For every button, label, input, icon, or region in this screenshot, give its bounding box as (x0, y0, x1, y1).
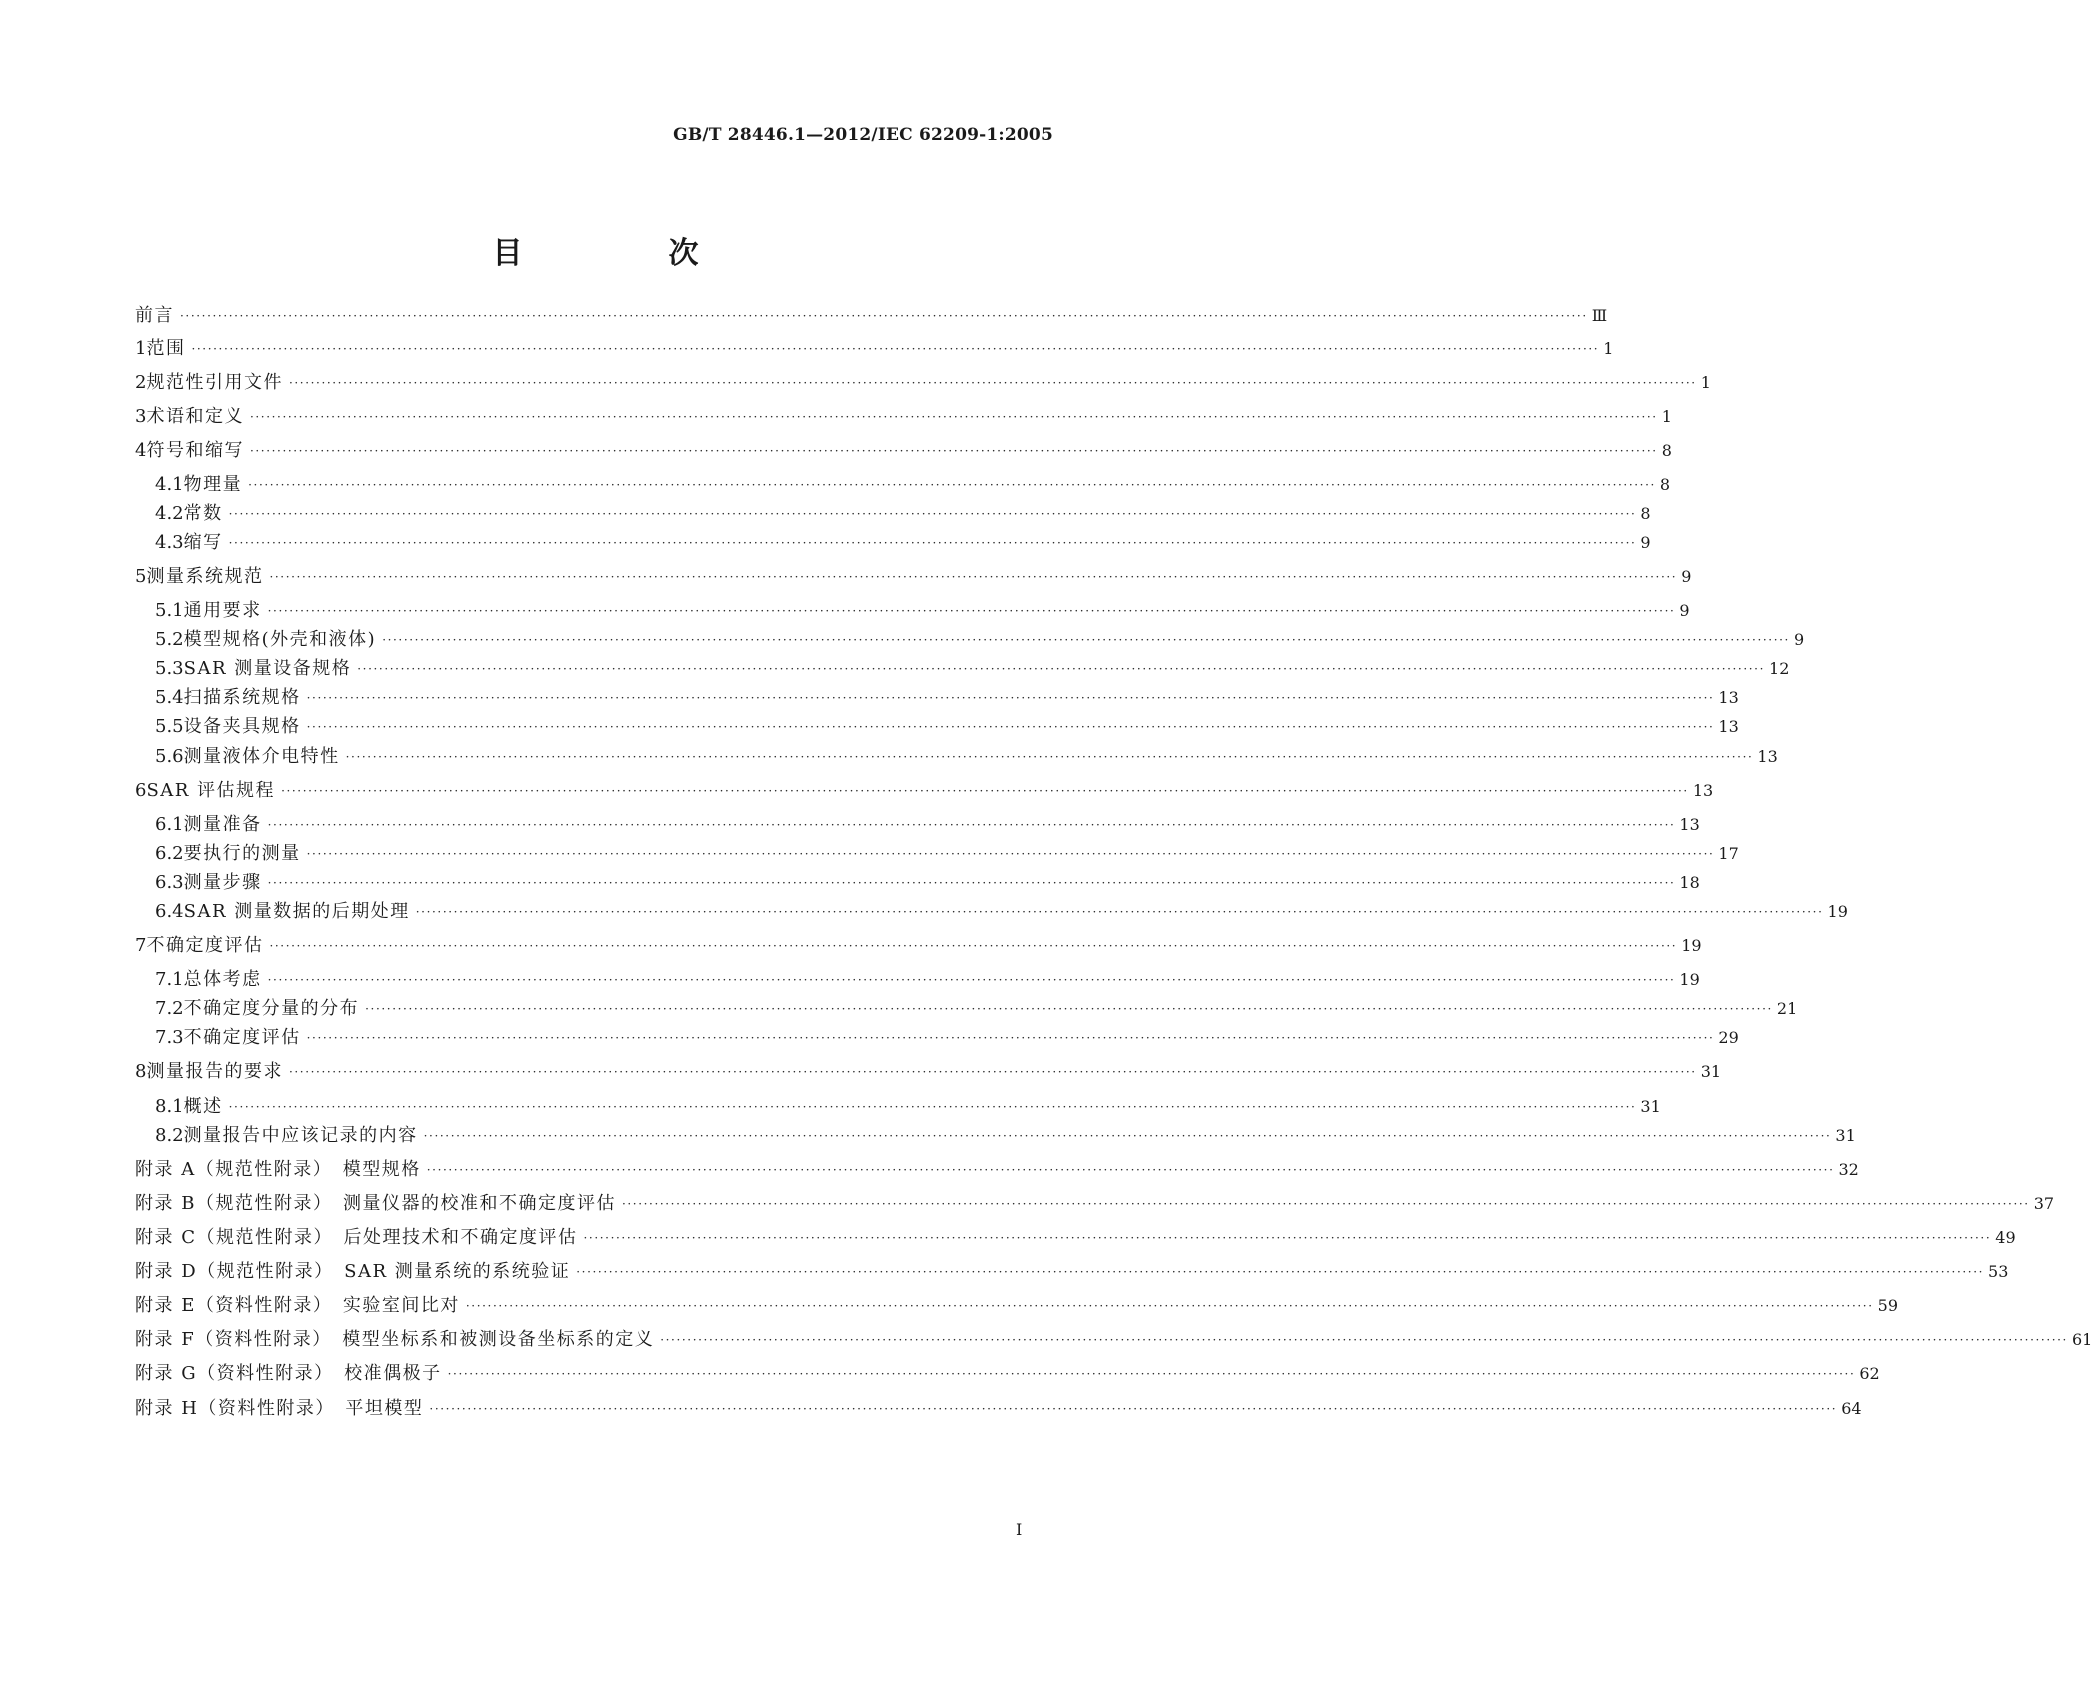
toc-entry-label: SAR 评估规程 (146, 780, 276, 801)
toc-leader-dots: ···································································································································································································································································· (288, 376, 1697, 390)
toc-entry[interactable] (135, 1056, 1722, 1082)
page-title: 目 次 (492, 236, 757, 271)
toc-entry-number: 6.3 (155, 872, 184, 893)
toc-entry[interactable] (155, 595, 1690, 621)
toc-entry-page: 13 (1718, 688, 1739, 707)
toc-entry-number: 4 (135, 440, 147, 461)
toc-entry[interactable] (135, 401, 1672, 427)
toc-leader-dots: ···································································································································································································································································· (180, 309, 1588, 323)
toc-entry-number: 6 (135, 780, 147, 801)
toc-entry-page: 19 (1827, 902, 1848, 921)
toc-leader-dots: ···································································································································································································································································· (365, 1002, 1773, 1016)
standard-header (673, 125, 1053, 145)
toc-entry[interactable] (135, 367, 1711, 393)
toc-entry-number: 5.1 (155, 600, 184, 621)
toc-entry-label: 范围 (146, 338, 186, 359)
toc-leader-dots: ···································································································································································································································································· (228, 1100, 1637, 1114)
toc-entry[interactable] (155, 527, 1651, 553)
toc-entry-label: 常数 (183, 503, 223, 524)
toc-leader-dots: ···································································································································································································································································· (465, 1299, 1874, 1313)
toc-entry[interactable] (155, 838, 1739, 864)
toc-leader-dots: ···································································································································································································································································· (249, 410, 1658, 424)
toc-entry-page: 49 (1995, 1228, 2016, 1247)
toc-entry-label: 测量液体介电特性 (183, 746, 340, 767)
toc-entry[interactable] (155, 741, 1778, 767)
toc-entry[interactable] (155, 1091, 1661, 1117)
toc-entry-number: 5.4 (155, 687, 184, 708)
standard-id: GB/T 28446.1—2012/IEC 62209-1:2005 (673, 125, 1053, 145)
toc-entry[interactable] (135, 930, 1702, 956)
toc-leader-dots: ···································································································································································································································································· (288, 1065, 1697, 1079)
toc-entry-label: 测量报告中应该记录的内容 (183, 1125, 418, 1146)
toc-entry-label: 不确定度评估 (146, 935, 264, 956)
toc-entry-label: 缩写 (183, 532, 223, 553)
toc-entry-page: 8 (1659, 475, 1671, 494)
toc-entry-page: 9 (1679, 601, 1690, 620)
toc-entry-page: 37 (2033, 1194, 2055, 1213)
toc-entry-page: 31 (1640, 1097, 1661, 1116)
toc-entry-label: 附录 C（规范性附录） 后处理技术和不确定度评估 (135, 1227, 578, 1248)
toc-entry-label: 附录 G（资料性附录） 校准偶极子 (135, 1363, 442, 1384)
toc-entry-label: 总体考虑 (183, 969, 262, 990)
toc-entry-label: 扫描系统规格 (183, 687, 301, 708)
toc-entry-number: 1 (135, 338, 147, 359)
toc-entry-number: 5 (135, 566, 147, 587)
toc-leader-dots: ···································································································································································································································································· (306, 691, 1715, 705)
toc-entry-page: 9 (1793, 630, 1805, 649)
toc-entry-number: 7.2 (155, 998, 184, 1019)
toc-leader-dots: ···································································································································································································································································· (248, 478, 1656, 492)
toc-leader-dots: ···································································································································································································································································· (583, 1231, 1992, 1245)
toc-leader-dots: ···································································································································································································································································· (423, 1129, 1832, 1143)
toc-entry[interactable] (155, 711, 1739, 737)
toc-entry[interactable] (135, 775, 1714, 801)
toc-leader-dots: ···································································································································································································································································· (415, 905, 1824, 919)
toc-entry-page: 1 (1700, 373, 1711, 392)
toc-leader-dots: ···································································································································································································································································· (345, 750, 1754, 764)
toc-entry[interactable] (135, 1358, 1880, 1384)
toc-entry[interactable] (135, 1290, 1898, 1316)
toc-entry[interactable] (135, 333, 1614, 359)
toc-entry-label: 测量系统规范 (146, 566, 264, 587)
toc-entry-label: 测量步骤 (183, 872, 262, 893)
toc-entry[interactable] (155, 1022, 1739, 1048)
toc-entry-label: 附录 H（资料性附录） 平坦模型 (135, 1398, 424, 1419)
toc-entry-page: 13 (1718, 717, 1739, 736)
toc-entry-page: 9 (1640, 533, 1651, 552)
toc-entry-number: 3 (135, 406, 147, 427)
toc-entry-number: 4.3 (155, 532, 184, 553)
toc-entry-label: 通用要求 (183, 600, 262, 621)
toc-leader-dots: ···································································································································································································································································· (660, 1333, 2068, 1347)
toc-entry-number: 6.2 (155, 843, 184, 864)
toc-entry-number: 2 (135, 372, 147, 393)
toc-entry-number: 7.1 (155, 969, 184, 990)
toc-entry-label: 测量报告的要求 (146, 1061, 283, 1082)
toc-entry-number: 5.6 (155, 746, 184, 767)
toc-leader-dots: ···································································································································································································································································· (306, 720, 1715, 734)
toc-leader-dots: ···································································································································································································································································· (269, 570, 1678, 584)
toc-entry-label: 附录 F（资料性附录） 模型坐标系和被测设备坐标系的定义 (135, 1329, 655, 1350)
toc-entry-page: 13 (1757, 747, 1778, 766)
toc-leader-dots: ···································································································································································································································································· (306, 1031, 1715, 1045)
toc-entry-page: 59 (1877, 1296, 1898, 1315)
toc-entry-number: 7.3 (155, 1027, 184, 1048)
toc-entry-number: 8.2 (155, 1125, 184, 1146)
toc-entry-label: 不确定度评估 (183, 1027, 301, 1048)
toc-entry-number: 8 (135, 1061, 147, 1082)
toc-leader-dots: ···································································································································································································································································· (267, 876, 1676, 890)
toc-entry-page: 13 (1692, 781, 1714, 800)
toc-entry-number: 5.3 (155, 658, 184, 679)
toc-entry-number: 4.2 (155, 503, 184, 524)
toc-leader-dots: ···································································································································································································································································· (306, 847, 1715, 861)
toc-entry-label: 附录 B（规范性附录） 测量仪器的校准和不确定度评估 (135, 1193, 616, 1214)
toc-entry[interactable] (155, 964, 1700, 990)
toc-leader-dots: ···································································································································································································································································· (447, 1367, 1856, 1381)
toc-entry-page: 1 (1661, 407, 1672, 426)
toc-entry-label: SAR 测量数据的后期处理 (183, 901, 410, 922)
toc-entry[interactable] (135, 1154, 1859, 1180)
toc-leader-dots: ···································································································································································································································································· (621, 1197, 2030, 1211)
toc-entry[interactable] (155, 469, 1671, 495)
toc-entry[interactable] (135, 300, 1608, 326)
toc-entry-page: 9 (1681, 567, 1692, 586)
toc-entry[interactable] (155, 653, 1790, 679)
toc-entry-number: 7 (135, 935, 147, 956)
toc-entry-page: 12 (1769, 659, 1790, 678)
toc-leader-dots: ···································································································································································································································································· (267, 818, 1676, 832)
toc-entry-label: 不确定度分量的分布 (183, 998, 360, 1019)
toc-entry[interactable] (155, 682, 1739, 708)
toc-entry-label: 附录 E（资料性附录） 实验室间比对 (135, 1295, 460, 1316)
toc-entry-label: 要执行的测量 (183, 843, 301, 864)
toc-entry-page: 31 (1835, 1126, 1856, 1145)
toc-entry-page: 19 (1679, 970, 1700, 989)
toc-entry-page: 13 (1679, 815, 1700, 834)
toc-entry-page: 61 (2071, 1330, 2092, 1349)
toc-leader-dots: ···································································································································································································································································· (426, 1163, 1835, 1177)
toc-entry-number: 6.1 (155, 814, 184, 835)
toc-entry-label: 规范性引用文件 (146, 372, 283, 393)
page-number: I (1016, 1520, 1023, 1539)
toc-leader-dots: ···································································································································································································································································· (382, 633, 1790, 647)
toc-entry-page: 32 (1838, 1160, 1859, 1179)
toc-entry-page: 19 (1681, 936, 1702, 955)
toc-entry-number: 5.2 (155, 629, 184, 650)
toc-entry[interactable] (135, 435, 1672, 461)
toc-entry[interactable] (135, 1393, 1862, 1419)
toc-entry[interactable] (155, 1120, 1856, 1146)
toc-entry-page: 18 (1679, 873, 1700, 892)
toc-entry-label: 测量准备 (183, 814, 262, 835)
toc-entry-label: SAR 测量设备规格 (183, 658, 352, 679)
toc-leader-dots: ···································································································································································································································································· (249, 444, 1658, 458)
toc-leader-dots: ···································································································································································································································································· (228, 536, 1637, 550)
toc-leader-dots: ···································································································································································································································································· (357, 662, 1766, 676)
toc-entry-label: 物理量 (183, 474, 243, 495)
toc-entry-page: 8 (1640, 504, 1651, 523)
toc-entry-number: 6.4 (155, 901, 184, 922)
toc-entry-label: 前言 (135, 305, 174, 326)
toc-entry[interactable] (155, 867, 1700, 893)
toc-leader-dots: ···································································································································································································································································· (269, 939, 1678, 953)
toc-leader-dots: ···································································································································································································································································· (576, 1265, 1985, 1279)
toc-leader-dots: ···································································································································································································································································· (191, 342, 1600, 356)
toc-leader-dots: ···································································································································································································································································· (429, 1402, 1838, 1416)
toc-leader-dots: ···································································································································································································································································· (281, 784, 1689, 798)
toc-entry-number: 4.1 (155, 474, 184, 495)
toc-entry[interactable] (135, 1222, 2016, 1248)
toc-entry-page: 1 (1603, 339, 1614, 358)
toc-entry-page: 64 (1841, 1399, 1862, 1418)
toc-entry[interactable] (155, 809, 1700, 835)
toc-entry[interactable] (135, 561, 1692, 587)
toc-entry-label: 附录 D（规范性附录） SAR 测量系统的系统验证 (135, 1261, 571, 1282)
toc-leader-dots: ···································································································································································································································································· (267, 604, 1676, 618)
toc-entry-page: 31 (1700, 1062, 1722, 1081)
toc-entry[interactable] (155, 624, 1805, 650)
toc-entry-page: 8 (1661, 441, 1672, 460)
toc-entry-page: 21 (1776, 999, 1798, 1018)
toc-entry[interactable] (155, 993, 1798, 1019)
toc-entry-label: 术语和定义 (146, 406, 244, 427)
toc-entry-label: 设备夹具规格 (183, 716, 301, 737)
toc-entry-page: 17 (1718, 844, 1739, 863)
toc-entry-number: 5.5 (155, 716, 184, 737)
toc-leader-dots: ···································································································································································································································································· (267, 973, 1676, 987)
toc-entry-page: 62 (1859, 1364, 1880, 1383)
toc-entry[interactable] (135, 1188, 2055, 1214)
toc-entry[interactable] (155, 498, 1651, 524)
toc-entry-label: 概述 (183, 1096, 223, 1117)
toc-entry-page: 53 (1988, 1262, 2009, 1281)
toc-entry-page: Ⅲ (1591, 306, 1608, 325)
toc-entry[interactable] (135, 1324, 2092, 1350)
toc-entry-label: 符号和缩写 (146, 440, 244, 461)
toc-entry[interactable] (135, 1256, 2009, 1282)
toc-entry-label: 模型规格(外壳和液体) (183, 629, 377, 650)
toc-entry-label: 附录 A（规范性附录） 模型规格 (135, 1159, 421, 1180)
toc-entry-number: 8.1 (155, 1096, 184, 1117)
toc-entry[interactable] (155, 896, 1848, 922)
toc-entry-page: 29 (1718, 1028, 1739, 1047)
toc-leader-dots: ···································································································································································································································································· (228, 507, 1637, 521)
